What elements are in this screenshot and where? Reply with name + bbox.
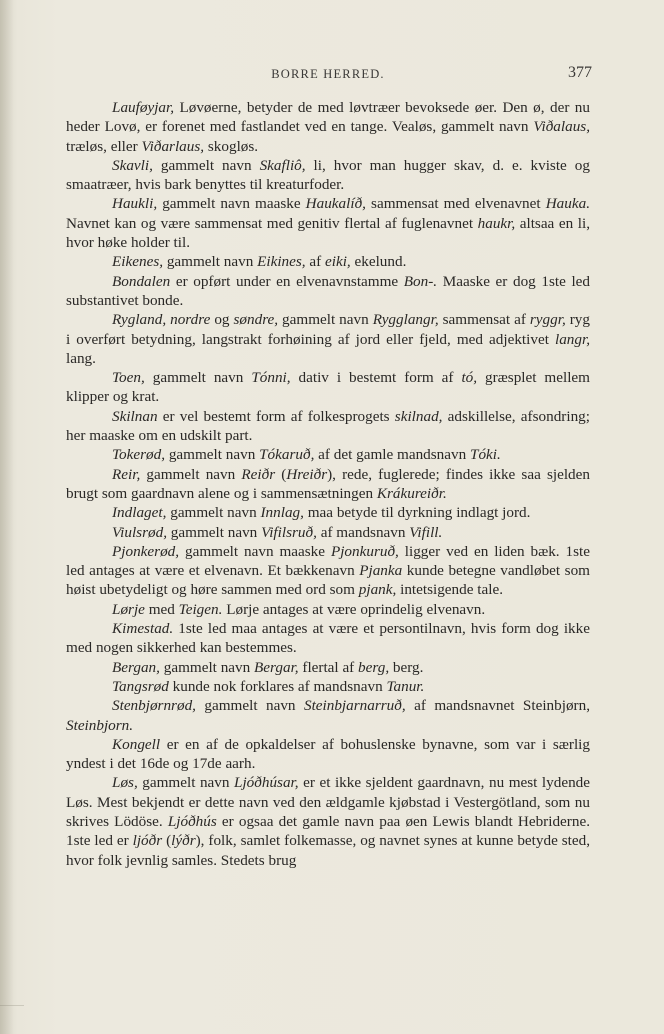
italic-term: haukr, <box>477 214 516 232</box>
entry-text: og <box>210 311 234 329</box>
entry-text: altsaa en li, hvor høke holder til. <box>66 214 590 252</box>
italic-term: Bergar, <box>254 658 299 676</box>
place-name-entry <box>66 98 590 156</box>
italic-term: Kimestad. <box>112 620 174 638</box>
place-name-entry <box>66 368 590 407</box>
italic-term: Rygglangr, <box>372 311 439 329</box>
italic-term: Bon-. <box>403 272 438 290</box>
entry-text: gammelt navn maaske <box>179 542 331 560</box>
binding-shadow <box>0 0 14 1034</box>
entry-text: gammelt navn <box>159 658 255 676</box>
italic-term: Haukli, <box>112 195 158 213</box>
italic-term: Steinbjarnarruð, <box>303 697 406 715</box>
entry-text: græsplet mellem klipper og krat. <box>66 369 590 406</box>
place-name-entry <box>66 542 590 600</box>
entry-text: lang. <box>66 349 96 367</box>
italic-term: Viðalaus, <box>533 118 590 136</box>
page-number: 377 <box>568 64 592 81</box>
italic-term: Tókaruð, <box>259 446 315 464</box>
entry-text: af mandsnavnet Steinbjørn, <box>405 697 590 715</box>
italic-term: Reir, <box>112 465 141 483</box>
italic-term: pjank, <box>358 581 397 599</box>
italic-term: lýðr <box>171 832 196 850</box>
entry-text: Navnet kan og være sammensat med genitiv flertal af fuglenavnet <box>66 214 478 232</box>
italic-term: Pjonkerød, <box>112 542 180 560</box>
place-name-entry <box>66 156 590 195</box>
entry-text: af <box>305 253 325 271</box>
italic-term: Indlaget, <box>112 504 167 522</box>
place-name-entry <box>66 696 590 735</box>
italic-term: Løs, <box>112 774 138 792</box>
place-name-entry <box>66 735 590 774</box>
entry-text: gammelt navn <box>195 697 304 715</box>
entry-text: gammelt navn maaske <box>157 195 306 213</box>
entry-text: ryg i overført betydning, langstrakt forhøining af jord eller fjeld, med adjektivet <box>66 311 590 348</box>
entry-text: gammelt navn <box>144 369 252 387</box>
italic-term: Vifill. <box>409 523 443 541</box>
italic-term: Tokerød, <box>112 446 166 464</box>
entry-text: gammelt navn <box>163 253 258 271</box>
entry-text: dativ i bestemt form af <box>290 369 462 387</box>
italic-term: Rygland, nordre <box>112 311 211 329</box>
entry-text: ), rede, fuglerede; findes ikke saa sjelden brugt som gaardnavn alene og i sammensætningen <box>66 465 590 502</box>
place-name-entry <box>66 600 590 619</box>
entry-text: kunde betegne vandløbet som høist ubetydeligt og høre sammen med ord som <box>66 562 590 599</box>
entry-text: kunde nok forklares af mandsnavn <box>168 677 387 695</box>
entry-text: gammelt navn <box>278 311 373 329</box>
entry-text: gammelt navn <box>140 465 242 483</box>
italic-term: Bergan, <box>112 658 160 676</box>
place-name-entry <box>66 658 590 677</box>
entry-text: Maaske er dog 1ste led substantivet bonde. <box>66 272 590 309</box>
entry-text: er et ikke sjeldent gaardnavn, nu mest lydende Løs. Mest bekjendt er dette navn ved den ældgamle kjøbstad i Vestergötland, som nu skrives Lödöse. <box>66 774 590 830</box>
place-name-entry <box>66 465 590 504</box>
italic-term: Krákureiðr. <box>376 484 447 502</box>
place-name-entry <box>66 619 590 658</box>
italic-term: Tóki. <box>470 446 501 464</box>
italic-term: eiki, <box>325 253 351 271</box>
italic-term: Ljóðhús <box>167 812 217 830</box>
italic-term: Hreiðr <box>286 465 328 483</box>
entry-text: sammensat af <box>438 311 530 329</box>
entry-text: af det gamle mandsnavn <box>314 446 470 464</box>
entry-text: maa betyde til dyrkning indlagt jord. <box>303 504 531 522</box>
italic-term: Reiðr <box>241 465 276 483</box>
italic-term: Lauføyjar, <box>112 99 175 116</box>
entry-text: af mandsnavn <box>316 523 410 541</box>
italic-term: Tanur. <box>386 677 425 695</box>
italic-term: Tangsrød <box>112 677 169 695</box>
italic-term: Teigen. <box>178 600 223 618</box>
entry-text: berg. <box>389 658 424 676</box>
entry-text: ekelund. <box>350 253 407 271</box>
entry-text: intetsigende tale. <box>396 581 503 599</box>
place-name-entry <box>66 252 590 271</box>
place-name-entry <box>66 407 590 446</box>
italic-term: ryggr, <box>529 311 566 329</box>
italic-term: Tónni, <box>251 369 291 387</box>
body-text <box>66 98 590 870</box>
italic-term: Bondalen <box>112 272 171 290</box>
italic-term: skilnad, <box>394 407 443 425</box>
place-name-entry <box>66 677 590 696</box>
entry-text: Løvøerne, betyder de med løvtræer bevoksede øer. Den ø, der nu heder Lovø, er forenet med fastlandet ved en tange. Vealøs, gammelt navn <box>66 99 590 136</box>
entry-text: med <box>144 600 179 618</box>
italic-term: Ljóðhúsar, <box>234 774 299 792</box>
running-title: BORRE HERRED. <box>271 67 385 81</box>
entry-text: sammensat med elvenavnet <box>365 195 546 213</box>
italic-term: Lørje <box>112 600 145 618</box>
italic-term: berg, <box>358 658 390 676</box>
italic-term: Vifilsruð, <box>261 523 317 541</box>
entry-text: gammelt navn <box>166 504 261 522</box>
italic-term: langr, <box>554 330 590 348</box>
italic-term: Stenbjørnrød, <box>112 697 196 715</box>
italic-term: Kongell <box>112 735 161 753</box>
place-name-entry <box>66 272 590 311</box>
entry-text: li, hvor man hugger skav, d. e. kviste og smaatræer, hvis bark benyttes til kreaturfoder. <box>66 156 590 194</box>
place-name-entry <box>66 503 590 522</box>
italic-term: Viulsrød, <box>112 523 167 541</box>
italic-term: Steinbjorn. <box>66 716 134 734</box>
italic-term: Eikenes, <box>112 253 164 271</box>
entry-text: er vel bestemt form af folkesprogets <box>157 407 395 425</box>
italic-term: Hauka. <box>545 195 590 213</box>
italic-term: søndre, <box>233 311 279 329</box>
place-name-entry <box>66 773 590 869</box>
entry-text: er en af de opkaldelser af bohuslenske bynavne, som var i særlig yndest i det 16de og 17de aarh. <box>66 735 590 773</box>
entry-text: ( <box>275 465 287 483</box>
place-name-entry <box>66 445 590 464</box>
italic-term: Pjanka <box>359 562 403 580</box>
entry-text: skogløs. <box>204 137 259 155</box>
italic-term: ljóðr <box>132 832 163 850</box>
italic-term: Toen, <box>112 369 145 387</box>
entry-text: gammelt navn <box>152 156 260 174</box>
italic-term: Skavli, <box>112 156 153 174</box>
place-name-entry <box>66 194 590 252</box>
italic-term: Viðarlaus, <box>141 137 205 155</box>
place-name-entry <box>66 523 590 542</box>
italic-term: Haukalíð, <box>305 195 366 213</box>
italic-term: Eikines, <box>257 253 306 271</box>
entry-text: gammelt navn <box>167 523 262 541</box>
place-name-entry <box>66 310 590 368</box>
entry-text: træløs, eller <box>66 137 142 155</box>
italic-term: Skafliô, <box>259 156 306 174</box>
italic-term: Innlag, <box>260 504 304 522</box>
page-header <box>66 64 590 86</box>
entry-text: ( <box>162 832 172 850</box>
entry-text: er ogsaa det gamle navn paa øen Lewis blandt Hebriderne. 1ste led er <box>66 812 590 850</box>
italic-term: tó, <box>461 369 478 387</box>
entry-text: er opført under en elvenavnstamme <box>170 272 404 290</box>
entry-text: adskillelse, afsondring; her maaske om en udskilt part. <box>66 407 590 445</box>
entry-text: flertal af <box>298 658 359 676</box>
entry-text: gammelt navn <box>137 774 235 792</box>
italic-term: Skilnan <box>112 407 158 425</box>
entry-text: Lørje antages at være oprindelig elvenavn. <box>222 600 486 618</box>
entry-text: 1ste led maa antages at være et persontilnavn, hvis form dog ikke med nogen sikkerhed kan bestemmes. <box>66 620 590 657</box>
italic-term: Pjonkuruð, <box>330 542 399 560</box>
page-edge-mark <box>0 1005 24 1006</box>
entry-text: ), folk, samlet folkemasse, og navnet synes at kunne betyde sted, hvor folk jevnlig samles. Stedets brug <box>66 832 590 869</box>
entry-text: ligger ved en liden bæk. 1ste led antages at være et elvenavn. Et bækkenavn <box>66 542 590 580</box>
entry-text: gammelt navn <box>165 446 260 464</box>
